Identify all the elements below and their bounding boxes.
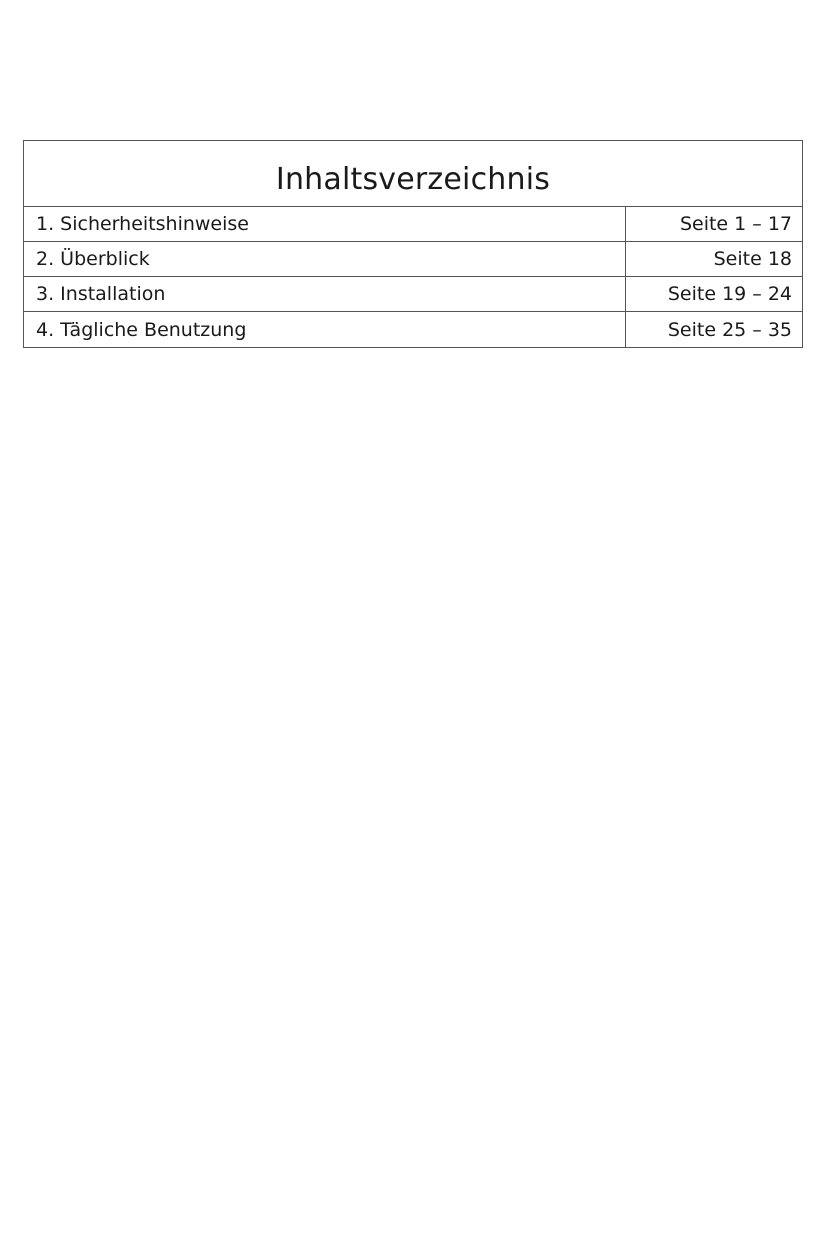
toc-entry-pages: Seite 19 – 24 xyxy=(667,283,792,305)
toc-entry-title: 4. Tägliche Benutzung xyxy=(24,312,626,347)
toc-entry-title: 3. Installation xyxy=(24,277,626,311)
toc-heading: Inhaltsverzeichnis xyxy=(24,141,802,207)
toc-entry-pages: Seite 18 xyxy=(713,248,792,270)
table-row xyxy=(24,312,802,347)
toc-entry-pages: Seite 25 – 35 xyxy=(667,318,792,341)
table-of-contents xyxy=(23,140,803,348)
table-row xyxy=(24,277,802,312)
table-row xyxy=(24,207,802,242)
toc-entry-title: 1. Sicherheitshinweise xyxy=(24,207,626,241)
toc-entry-pages: Seite 1 – 17 xyxy=(679,213,792,235)
toc-entry-title: 2. Überblick xyxy=(24,242,626,276)
table-row xyxy=(24,242,802,277)
